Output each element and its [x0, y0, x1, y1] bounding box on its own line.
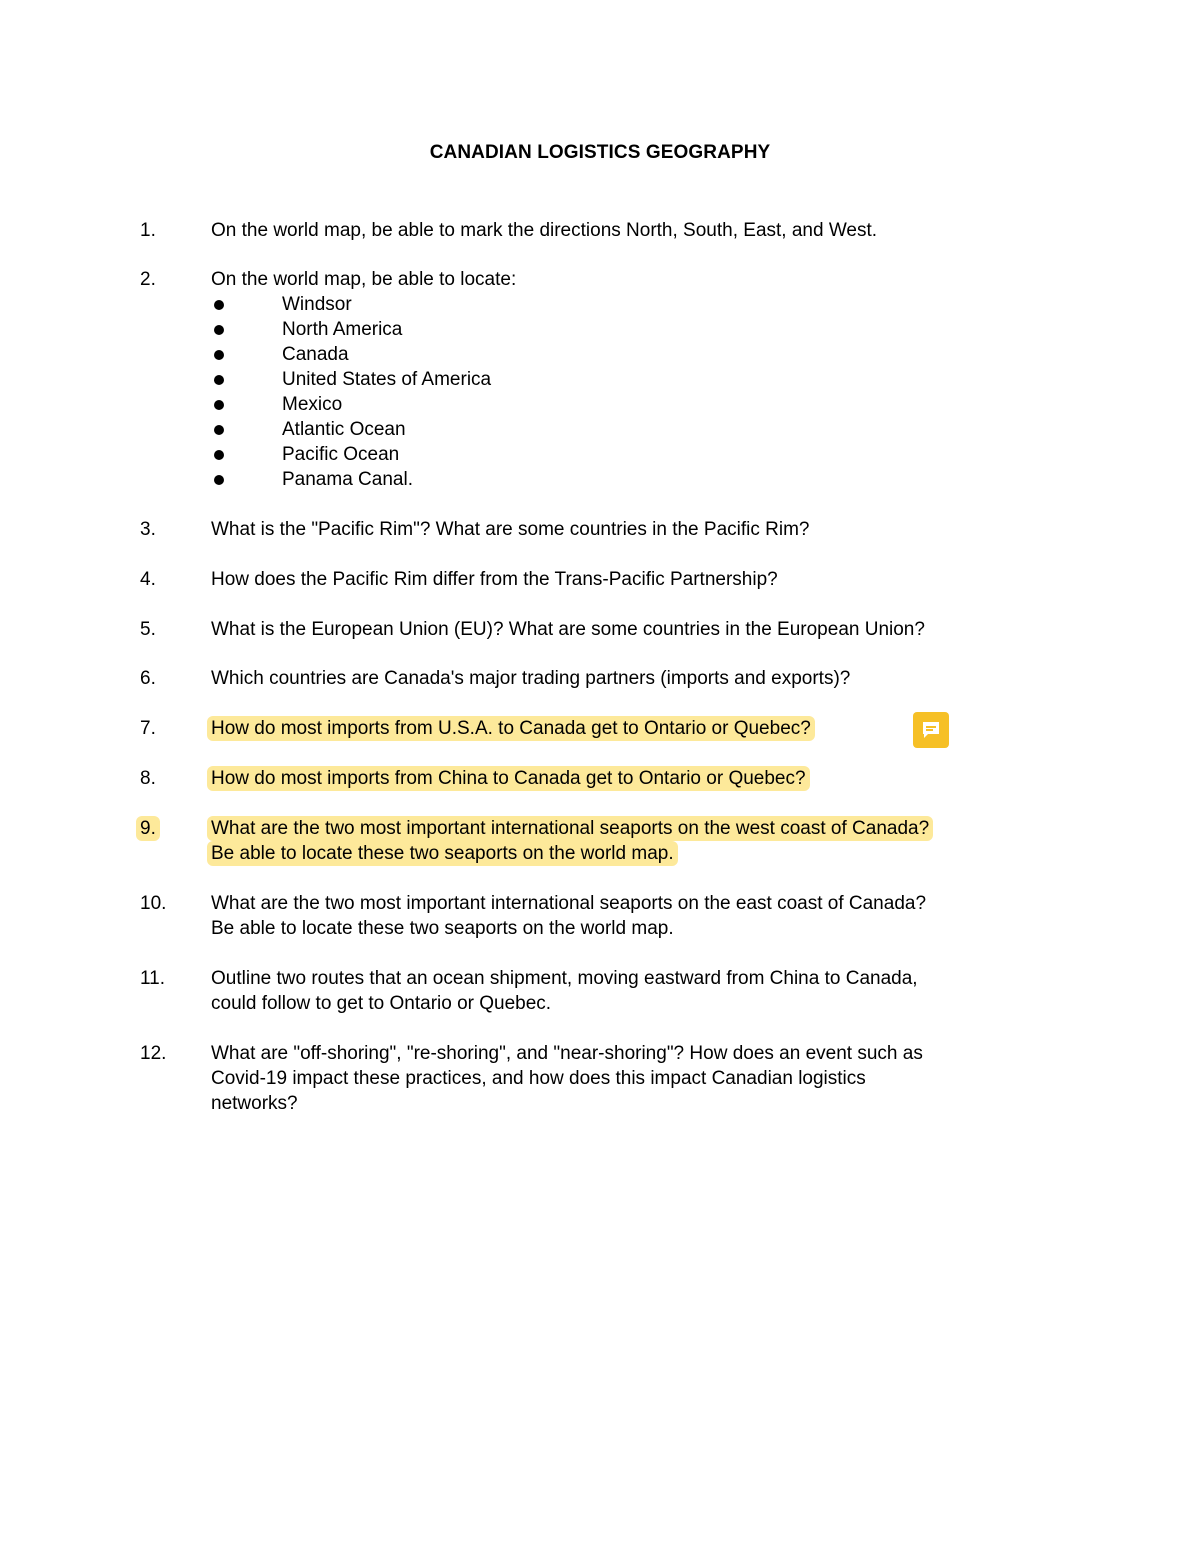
comment-icon[interactable]	[913, 712, 949, 748]
question-text: On the world map, be able to locate:	[211, 269, 517, 290]
question-text: Outline two routes that an ocean shipment, moving eastward from China to Canada, could follow to get to Ontario or Quebec.	[211, 968, 918, 1014]
question-number: 8.	[140, 768, 156, 789]
bullet-icon	[214, 425, 224, 435]
question-number: 7.	[140, 718, 156, 739]
highlighted-text[interactable]: How do most imports from U.S.A. to Canada get to Ontario or Quebec?	[207, 716, 815, 741]
bullet-icon	[214, 475, 224, 485]
question-text: What are the two most important international seaports on the east coast of Canada? Be able to locate these two seaports on the world map.	[211, 893, 927, 939]
bullet-icon	[214, 325, 224, 335]
question-text	[211, 816, 1071, 866]
question-text	[211, 766, 1071, 791]
highlighted-text[interactable]: Be able to locate these two seaports on the world map.	[207, 841, 678, 866]
question-number: 2.	[140, 269, 156, 290]
question-number: 1.	[140, 220, 156, 241]
question-text: On the world map, be able to mark the directions North, South, East, and West.	[211, 220, 878, 241]
question-number: 4.	[140, 569, 156, 590]
document-page: CANADIAN LOGISTICS GEOGRAPHY 1. On the world map, be able to mark the directions North, South, East, and West. 2. On the world map, be able to locate: Windsor North America Canada United States of America Mexico Atlantic Ocean Pacific Ocean Panama Canal. 3. What is the "Pacific Rim"? What are some countries in the Pacific Rim? 4. How does the Pacific Rim differ from the Trans-Pacific Partnership? 5. What is the European Union (EU)? What are some countries in the European Union? 6. Which countries are Canada's major trading partners (imports and exports)? 7. How do most imports from U.S.A. to Canada get to Ontario or Quebec? 8. How do most imports from China to Canada get to Ontario or Quebec? 9. What are the two most important international seaports on the west coast of Canada? Be able to locate these two seaports on the world map. 10. What are the two most important international seaports on the east coast of Canada? Be able to locate these two seaports on the world map. 11. Outline two routes that an ocean shipment, moving eastward from China to Canada, could follow to get to Ontario or Quebec. 12. What are "off-shoring", "re-shoring", and "near-shoring"? How does an event such as Covid-19 impact these practices, and how does this impact Canadian logistics networks?	[0, 0, 1200, 1553]
highlighted-text[interactable]: How do most imports from China to Canada get to Ontario or Quebec?	[207, 766, 810, 791]
question-text: What is the European Union (EU)? What are some countries in the European Union?	[211, 619, 925, 640]
question-number: 10.	[140, 893, 167, 914]
comment-glyph-icon	[921, 720, 941, 740]
question-number[interactable]: 9.	[136, 816, 160, 841]
question-number: 11.	[140, 968, 166, 989]
bullet-icon	[214, 300, 224, 310]
highlighted-text[interactable]: What are the two most important international seaports on the west coast of Canada?	[207, 816, 933, 841]
question-number: 3.	[140, 519, 156, 540]
question-number: 5.	[140, 619, 156, 640]
question-text: How does the Pacific Rim differ from the Trans-Pacific Partnership?	[211, 569, 778, 590]
question-text: What is the "Pacific Rim"? What are some countries in the Pacific Rim?	[211, 519, 810, 540]
document-title: CANADIAN LOGISTICS GEOGRAPHY	[429, 142, 771, 163]
question-text: Which countries are Canada's major trading partners (imports and exports)?	[211, 668, 851, 689]
bullet-icon	[214, 350, 224, 360]
bullet-icon	[214, 375, 224, 385]
bullet-icon	[214, 450, 224, 460]
question-text: What are "off-shoring", "re-shoring", and "near-shoring"? How does an event such as Covid-19 impact these practices, and how does this impact Canadian logistics networks?	[211, 1043, 923, 1114]
question-number: 12.	[140, 1043, 167, 1064]
bullet-icon	[214, 400, 224, 410]
question-number: 6.	[140, 668, 156, 689]
